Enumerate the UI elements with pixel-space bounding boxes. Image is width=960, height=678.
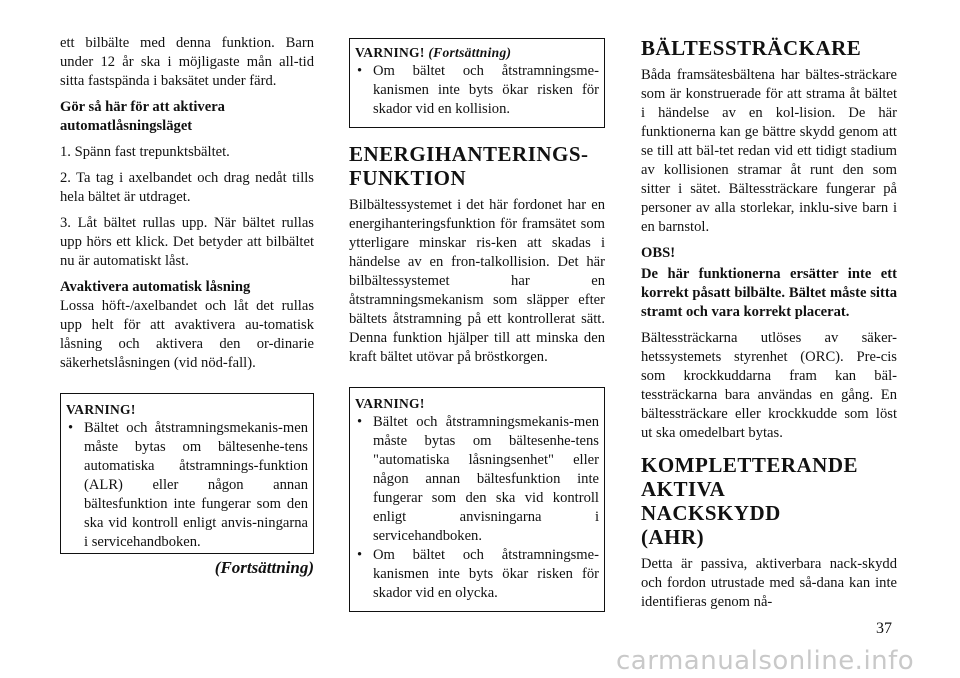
obs-paragraph: De här funktionerna ersätter inte ett korrekt påsatt bilbälte. Bältet måste sitta stramt och vara korrekt placerat. — [641, 266, 897, 320]
watermark: carmanualsonline.info — [616, 646, 915, 676]
step-2: 2. Ta tag i axelbandet och drag nedåt tills hela bältet är utdraget. — [60, 170, 314, 205]
energy-paragraph: Bilbältessystemet i det här fordonet har en energihanteringsfunktion för framsätet som ytterligare minskar ris-ken att skadas i händelse av en fron-talkollision. Det här bilbältessystemet har en åtstramningsmekanism som släpper efter bältets åtstramning på ett kontrollerat sätt. Denna funktion hjälper till att minska den kraft bältet utövar på bröstkorgen. — [349, 197, 605, 365]
activate-heading: Gör så här för att aktivera automatlåsningsläget — [60, 99, 225, 134]
bullet-icon: • — [357, 547, 363, 563]
warning-box-2 — [349, 387, 605, 612]
page-number: 37 — [876, 620, 892, 637]
ahr-paragraph: Detta är passiva, aktiverbara nack-skydd och fordon utrustade med så-dana kan inte identifieras genom nå- — [641, 556, 897, 610]
warning-box-continued — [349, 38, 605, 128]
obs-label: OBS! — [641, 245, 676, 261]
warning-item: • Om bältet och åtstramningsme-kanismen inte byts ökar risken för skador vid en kollision. — [357, 63, 599, 117]
step-3: 3. Låt bältet rullas upp. När bältet rullas upp hörs ett klick. Det betyder att bilbältet nu är automatiskt låst. — [60, 215, 314, 269]
warning-title: VARNING! — [66, 402, 136, 417]
bullet-icon: • — [357, 414, 363, 430]
bullet-icon: • — [357, 63, 363, 79]
bullet-icon: • — [68, 420, 74, 436]
ahr-heading: KOMPLETTERANDE AKTIVA NACKSKYDD (AHR) — [641, 453, 859, 549]
tensioner-paragraph-2: Bältessträckarna utlöses av säker-hetssystemets styrenhet (ORC). Pre-cis som krockkuddarna fram kan bäl-tessträckarna bara användas en gång. En bältessträckare eller krockkudde som löst ut ska omedelbart bytas. — [641, 330, 897, 441]
column-1 — [60, 34, 314, 577]
deactivate-heading: Avaktivera automatisk låsning — [60, 279, 251, 295]
column-3 — [641, 36, 897, 619]
warning-box-1 — [60, 393, 314, 554]
warning2-title: VARNING! — [355, 396, 425, 411]
energy-heading: ENERGIHANTERINGS-FUNKTION — [349, 142, 589, 190]
warning-item: • Bältet och åtstramningsmekanis-men måste bytas om bältesenhe-tens "automatiska låsningsenhet" eller någon annan bältesfunktion inte fungerar som den ska vid kontroll enligt anvisningarna i servicehandboken. — [357, 414, 599, 544]
warning-cont-title: VARNING! — [355, 45, 425, 60]
step-1: 1. Spänn fast trepunktsbältet. — [60, 144, 230, 160]
tensioner-heading: BÄLTESSTRÄCKARE — [641, 36, 862, 60]
column-2 — [349, 38, 605, 612]
warning-item: • Bältet och åtstramningsmekanis-men måste bytas om bältesenhe-tens automatiska åtstramnings-funktion (ALR) eller någon annan bältesfunktion inte fungerar som den ska vid kontroll enligt anvis-ningarna i servicehandboken. — [68, 420, 308, 550]
warning-item: • Om bältet och åtstramningsme-kanismen inte byts ökar risken för skador vid en olycka. — [357, 547, 599, 601]
intro-paragraph: ett bilbälte med denna funktion. Barn under 12 år ska i möjligaste mån all-tid sitta fastspända i baksätet under färd. — [60, 35, 314, 89]
continued-label: (Fortsättning) — [214, 558, 314, 577]
warning-cont-sub: (Fortsättning) — [428, 45, 512, 60]
tensioner-paragraph: Båda framsätesbältena har bältes-sträckare som är konstruerade för att strama åt bältet i händelse av en kol-lision. De här funktionerna kan ge bättre skydd genom att se till att bäl-tet redan vid ett tidigt stadium av kollisionen stramar åt runt den som sitter i sätet. Bältessträckare fungerar på personer av alla storlekar, inklu-sive barn i en barnstol. — [641, 67, 897, 235]
deactivate-paragraph: Lossa höft-/axelbandet och låt det rullas upp helt för att avaktivera au-tomatisk låsning och aktivera den or-dinarie säkerhetslåsningen (vid nöd-fall). — [60, 298, 314, 371]
